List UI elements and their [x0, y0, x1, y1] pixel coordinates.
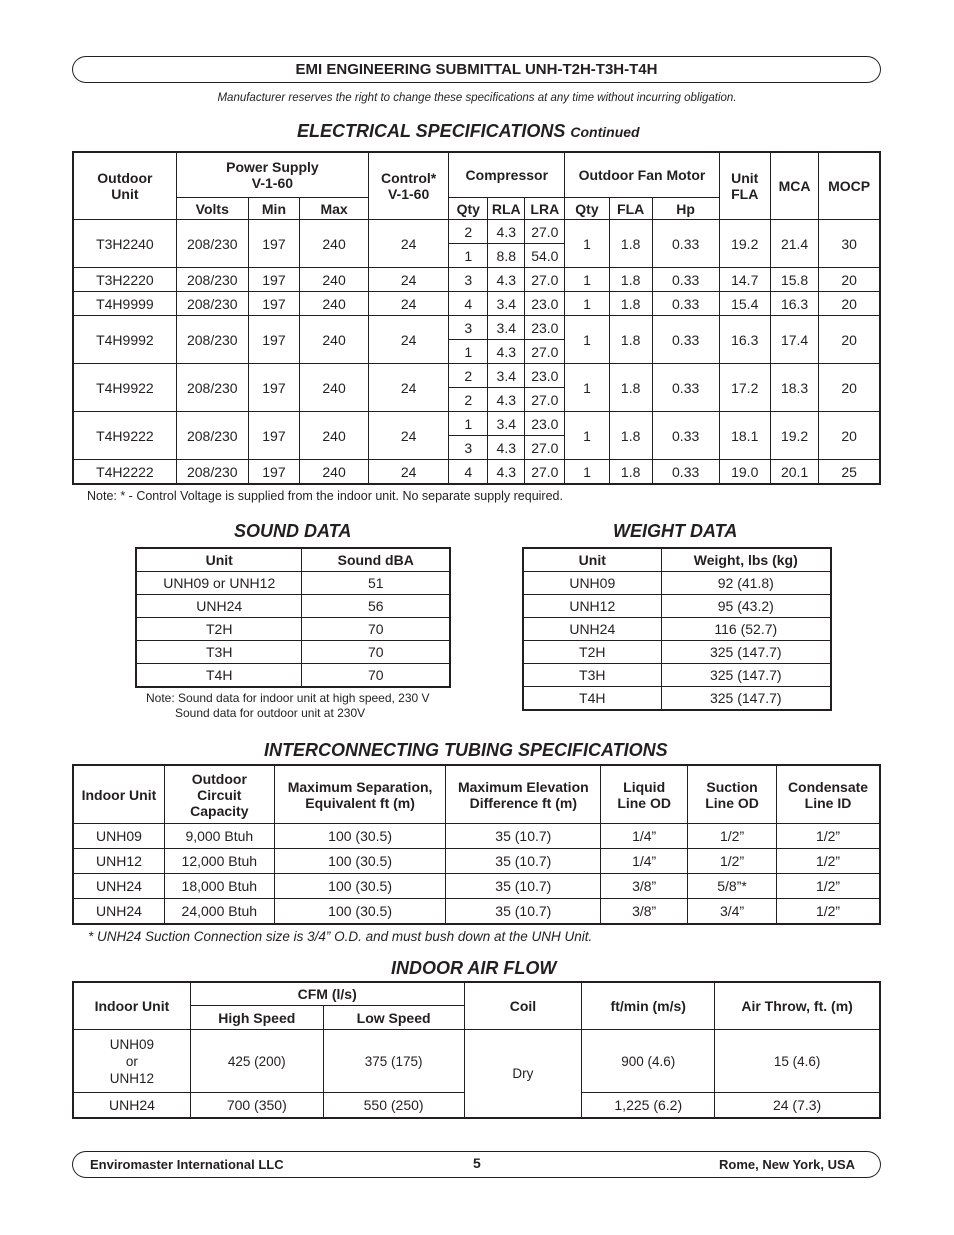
tubing-outdoor-capacity-cell: 24,000 Btuh	[164, 899, 274, 924]
airflow-low-cell: 550 (250)	[323, 1093, 464, 1118]
airflow-col-ftmin: ft/min (m/s)	[582, 983, 715, 1030]
fan-qty-cell: 1	[565, 292, 609, 316]
electrical-row	[74, 412, 880, 436]
comp-lra-cell: 23.0	[525, 412, 565, 436]
comp-qty-cell: 1	[449, 244, 488, 268]
tubing-max-separation-cell: 100 (30.5)	[274, 874, 446, 899]
tubing-max-elevation-cell: 35 (10.7)	[446, 824, 601, 849]
tubing-max-separation-cell: 100 (30.5)	[274, 899, 446, 924]
mca-cell: 16.3	[770, 292, 818, 316]
col-mocp: MOCP	[819, 153, 880, 220]
weight-row	[524, 618, 831, 641]
min-cell: 197	[248, 316, 299, 364]
col-power-supply: Power Supply V-1-60	[176, 153, 368, 198]
document-title: EMI ENGINEERING SUBMITTAL UNH-T2H-T3H-T4H	[295, 61, 658, 78]
airflow-unit-a: UNH09	[109, 1036, 155, 1052]
sound-table	[136, 548, 450, 687]
airflow-col-unit: Indoor Unit	[74, 983, 191, 1030]
control-cell: 24	[369, 316, 449, 364]
max-cell: 240	[300, 268, 369, 292]
weight-unit-cell: UNH24	[524, 618, 662, 641]
col-fan-motor: Outdoor Fan Motor	[565, 153, 719, 198]
tubing-condensate-line-cell: 1/2”	[777, 874, 880, 899]
outdoor-unit-cell: T3H2240	[74, 220, 177, 268]
tubing-suction-line-cell: 5/8”*	[688, 874, 777, 899]
page-number: 5	[473, 1155, 481, 1171]
electrical-row	[74, 316, 880, 340]
col-outdoor-unit: Outdoor Unit	[74, 153, 177, 220]
airflow-high-cell: 425 (200)	[190, 1030, 323, 1093]
electrical-title-suffix: Continued	[570, 124, 640, 140]
fan-fla-cell: 1.8	[609, 364, 652, 412]
electrical-row	[74, 220, 880, 244]
control-cell: 24	[369, 412, 449, 460]
fan-qty-cell: 1	[565, 220, 609, 268]
comp-lra-cell: 54.0	[525, 244, 565, 268]
electrical-table	[73, 152, 880, 484]
min-cell: 197	[248, 220, 299, 268]
sound-row	[137, 572, 450, 595]
weight-table-body	[524, 572, 831, 710]
electrical-row	[74, 364, 880, 388]
comp-qty-cell: 3	[449, 316, 488, 340]
fan-hp-cell: 0.33	[652, 220, 719, 268]
tubing-col-suction-line: Suction Line OD	[688, 766, 777, 824]
sound-col-unit: Unit	[137, 549, 302, 572]
sound-value-cell: 70	[302, 664, 450, 687]
volts-cell: 208/230	[176, 268, 248, 292]
tubing-col-outdoor-capacity: Outdoor Circuit Capacity	[164, 766, 274, 824]
weight-col-unit: Unit	[524, 549, 662, 572]
weight-value-cell: 325 (147.7)	[661, 664, 830, 687]
sound-value-cell: 51	[302, 572, 450, 595]
mca-cell: 19.2	[770, 412, 818, 460]
fan-fla-cell: 1.8	[609, 316, 652, 364]
tubing-liquid-line-cell: 1/4”	[601, 849, 688, 874]
mca-cell: 20.1	[770, 460, 818, 484]
unit-fla-cell: 14.7	[719, 268, 770, 292]
comp-rla-cell: 3.4	[488, 412, 525, 436]
airflow-unit-c: UNH12	[109, 1070, 155, 1086]
airflow-throw-cell: 24 (7.3)	[715, 1093, 880, 1118]
footer-location: Rome, New York, USA	[719, 1157, 856, 1172]
tubing-condensate-line-cell: 1/2”	[777, 824, 880, 849]
tubing-outdoor-capacity-cell: 9,000 Btuh	[164, 824, 274, 849]
volts-cell: 208/230	[176, 316, 248, 364]
max-cell: 240	[300, 220, 369, 268]
unit-fla-cell: 16.3	[719, 316, 770, 364]
outdoor-unit-cell: T4H2222	[74, 460, 177, 484]
sound-value-cell: 70	[302, 618, 450, 641]
sound-unit-cell: T4H	[137, 664, 302, 687]
tubing-indoor-unit-cell: UNH12	[74, 849, 165, 874]
col-lra: LRA	[525, 198, 565, 220]
mocp-cell: 20	[819, 364, 880, 412]
col-min: Min	[248, 198, 299, 220]
col-max: Max	[300, 198, 369, 220]
col-fla: FLA	[609, 198, 652, 220]
max-cell: 240	[300, 316, 369, 364]
mca-cell: 15.8	[770, 268, 818, 292]
weight-unit-cell: UNH12	[524, 595, 662, 618]
fan-hp-cell: 0.33	[652, 268, 719, 292]
airflow-unit-cell	[74, 1030, 191, 1093]
sound-unit-cell: T3H	[137, 641, 302, 664]
tubing-note: * UNH24 Suction Connection size is 3/4” O.D. and must bush down at the UNH Unit.	[88, 929, 593, 944]
min-cell: 197	[248, 460, 299, 484]
comp-rla-cell: 4.3	[488, 220, 525, 244]
tubing-indoor-unit-cell: UNH24	[74, 874, 165, 899]
tubing-condensate-line-cell: 1/2”	[777, 899, 880, 924]
sound-row	[137, 595, 450, 618]
mocp-cell: 20	[819, 268, 880, 292]
tubing-table	[73, 765, 880, 924]
weight-unit-cell: T3H	[524, 664, 662, 687]
col-hp: Hp	[652, 198, 719, 220]
fan-hp-cell: 0.33	[652, 364, 719, 412]
weight-unit-cell: T4H	[524, 687, 662, 710]
comp-rla-cell: 4.3	[488, 460, 525, 484]
weight-title: WEIGHT DATA	[613, 521, 738, 541]
weight-col-weight: Weight, lbs (kg)	[661, 549, 830, 572]
mca-cell: 21.4	[770, 220, 818, 268]
sound-value-cell: 70	[302, 641, 450, 664]
weight-unit-cell: UNH09	[524, 572, 662, 595]
fan-qty-cell: 1	[565, 460, 609, 484]
electrical-note: Note: * - Control Voltage is supplied from the indoor unit. No separate supply required.	[87, 489, 563, 503]
airflow-table	[73, 982, 880, 1118]
fan-fla-cell: 1.8	[609, 220, 652, 268]
comp-rla-cell: 3.4	[488, 316, 525, 340]
weight-value-cell: 325 (147.7)	[661, 687, 830, 710]
electrical-title: ELECTRICAL SPECIFICATIONS Continued	[297, 121, 640, 141]
tubing-max-elevation-cell: 35 (10.7)	[446, 849, 601, 874]
weight-value-cell: 92 (41.8)	[661, 572, 830, 595]
unit-fla-cell: 19.2	[719, 220, 770, 268]
comp-lra-cell: 27.0	[525, 268, 565, 292]
volts-cell: 208/230	[176, 412, 248, 460]
mocp-cell: 25	[819, 460, 880, 484]
tubing-col-condensate-line: Condensate Line ID	[777, 766, 880, 824]
control-cell: 24	[369, 220, 449, 268]
volts-cell: 208/230	[176, 292, 248, 316]
tubing-liquid-line-cell: 3/8”	[601, 899, 688, 924]
col-fan-qty: Qty	[565, 198, 609, 220]
sound-col-dba: Sound dBA	[302, 549, 450, 572]
fan-qty-cell: 1	[565, 316, 609, 364]
unit-fla-cell: 19.0	[719, 460, 770, 484]
control-cell: 24	[369, 292, 449, 316]
mca-cell: 17.4	[770, 316, 818, 364]
min-cell: 197	[248, 412, 299, 460]
sound-value-cell: 56	[302, 595, 450, 618]
col-mca: MCA	[770, 153, 818, 220]
fan-fla-cell: 1.8	[609, 412, 652, 460]
mocp-cell: 20	[819, 412, 880, 460]
airflow-ftmin-cell: 1,225 (6.2)	[582, 1093, 715, 1118]
comp-rla-cell: 4.3	[488, 388, 525, 412]
tubing-max-separation-cell: 100 (30.5)	[274, 849, 446, 874]
control-cell: 24	[369, 364, 449, 412]
comp-lra-cell: 23.0	[525, 316, 565, 340]
airflow-high-cell: 700 (350)	[190, 1093, 323, 1118]
tubing-row	[74, 874, 880, 899]
sound-row	[137, 641, 450, 664]
min-cell: 197	[248, 364, 299, 412]
control-cell: 24	[369, 460, 449, 484]
sound-unit-cell: UNH24	[137, 595, 302, 618]
comp-qty-cell: 1	[449, 340, 488, 364]
comp-lra-cell: 27.0	[525, 388, 565, 412]
mocp-cell: 30	[819, 220, 880, 268]
max-cell: 240	[300, 364, 369, 412]
tubing-title: INTERCONNECTING TUBING SPECIFICATIONS	[264, 740, 668, 760]
comp-lra-cell: 27.0	[525, 340, 565, 364]
outdoor-unit-cell: T4H9922	[74, 364, 177, 412]
weight-value-cell: 116 (52.7)	[661, 618, 830, 641]
weight-value-cell: 325 (147.7)	[661, 641, 830, 664]
max-cell: 240	[300, 292, 369, 316]
weight-unit-cell: T2H	[524, 641, 662, 664]
outdoor-unit-cell: T4H9222	[74, 412, 177, 460]
airflow-row	[74, 1030, 880, 1093]
airflow-col-cfm: CFM (l/s)	[190, 983, 464, 1006]
outdoor-unit-cell: T3H2220	[74, 268, 177, 292]
sound-note-line2: Sound data for outdoor unit at 230V	[175, 706, 366, 720]
airflow-col-low: Low Speed	[323, 1006, 464, 1030]
sound-unit-cell: UNH09 or UNH12	[137, 572, 302, 595]
fan-hp-cell: 0.33	[652, 412, 719, 460]
electrical-row	[74, 292, 880, 316]
tubing-suction-line-cell: 1/2”	[688, 849, 777, 874]
tubing-indoor-unit-cell: UNH24	[74, 899, 165, 924]
tubing-row	[74, 849, 880, 874]
volts-cell: 208/230	[176, 460, 248, 484]
unit-fla-cell: 15.4	[719, 292, 770, 316]
footer-company: Enviromaster International LLC	[90, 1157, 284, 1172]
tubing-suction-line-cell: 3/4”	[688, 899, 777, 924]
comp-rla-cell: 4.3	[488, 340, 525, 364]
comp-qty-cell: 2	[449, 388, 488, 412]
sound-row	[137, 618, 450, 641]
volts-cell: 208/230	[176, 220, 248, 268]
control-cell: 24	[369, 268, 449, 292]
comp-rla-cell: 8.8	[488, 244, 525, 268]
comp-rla-cell: 3.4	[488, 364, 525, 388]
airflow-low-cell: 375 (175)	[323, 1030, 464, 1093]
min-cell: 197	[248, 268, 299, 292]
sound-title: SOUND DATA	[234, 521, 352, 541]
electrical-table-body	[74, 220, 880, 484]
airflow-title: INDOOR AIR FLOW	[391, 958, 557, 978]
col-control: Control* V-1-60	[369, 153, 449, 220]
tubing-indoor-unit-cell: UNH09	[74, 824, 165, 849]
max-cell: 240	[300, 460, 369, 484]
weight-row	[524, 572, 831, 595]
tubing-max-elevation-cell: 35 (10.7)	[446, 874, 601, 899]
tubing-liquid-line-cell: 3/8”	[601, 874, 688, 899]
weight-row	[524, 664, 831, 687]
airflow-unit-cell: UNH24	[74, 1093, 191, 1118]
tubing-row	[74, 824, 880, 849]
tubing-condensate-line-cell: 1/2”	[777, 849, 880, 874]
comp-lra-cell: 27.0	[525, 460, 565, 484]
comp-lra-cell: 27.0	[525, 220, 565, 244]
max-cell: 240	[300, 412, 369, 460]
comp-lra-cell: 23.0	[525, 364, 565, 388]
fan-qty-cell: 1	[565, 268, 609, 292]
airflow-ftmin-cell: 900 (4.6)	[582, 1030, 715, 1093]
fan-fla-cell: 1.8	[609, 268, 652, 292]
comp-lra-cell: 23.0	[525, 292, 565, 316]
tubing-col-indoor-unit: Indoor Unit	[74, 766, 165, 824]
comp-lra-cell: 27.0	[525, 436, 565, 460]
fan-hp-cell: 0.33	[652, 292, 719, 316]
weight-row	[524, 641, 831, 664]
tubing-max-elevation-cell: 35 (10.7)	[446, 899, 601, 924]
airflow-coil-cell: Dry	[464, 1030, 582, 1118]
electrical-row	[74, 268, 880, 292]
tubing-outdoor-capacity-cell: 12,000 Btuh	[164, 849, 274, 874]
mca-cell: 18.3	[770, 364, 818, 412]
disclaimer: Manufacturer reserves the right to change these specifications at any time without incurring obligation.	[217, 92, 737, 104]
volts-cell: 208/230	[176, 364, 248, 412]
fan-hp-cell: 0.33	[652, 316, 719, 364]
sound-row	[137, 664, 450, 687]
fan-fla-cell: 1.8	[609, 460, 652, 484]
tubing-max-separation-cell: 100 (30.5)	[274, 824, 446, 849]
tubing-header-row	[74, 766, 880, 824]
comp-rla-cell: 3.4	[488, 292, 525, 316]
sound-note-line1: Note: Sound data for indoor unit at high speed, 230 V	[146, 691, 430, 705]
col-rla: RLA	[488, 198, 525, 220]
sound-table-body	[137, 572, 450, 687]
airflow-unit-b: or	[125, 1053, 138, 1069]
airflow-col-high: High Speed	[190, 1006, 323, 1030]
tubing-col-max-separation: Maximum Separation, Equivalent ft (m)	[274, 766, 446, 824]
comp-qty-cell: 2	[449, 220, 488, 244]
tubing-outdoor-capacity-cell: 18,000 Btuh	[164, 874, 274, 899]
tubing-col-liquid-line: Liquid Line OD	[601, 766, 688, 824]
comp-qty-cell: 3	[449, 268, 488, 292]
tubing-liquid-line-cell: 1/4”	[601, 824, 688, 849]
mocp-cell: 20	[819, 292, 880, 316]
unit-fla-cell: 18.1	[719, 412, 770, 460]
col-compressor: Compressor	[449, 153, 565, 198]
mocp-cell: 20	[819, 316, 880, 364]
col-unit-fla: Unit FLA	[719, 153, 770, 220]
comp-qty-cell: 4	[449, 460, 488, 484]
airflow-col-coil: Coil	[464, 983, 582, 1030]
outdoor-unit-cell: T4H9992	[74, 316, 177, 364]
unit-fla-cell: 17.2	[719, 364, 770, 412]
fan-qty-cell: 1	[565, 364, 609, 412]
airflow-throw-cell: 15 (4.6)	[715, 1030, 880, 1093]
comp-qty-cell: 1	[449, 412, 488, 436]
fan-qty-cell: 1	[565, 412, 609, 460]
comp-qty-cell: 4	[449, 292, 488, 316]
fan-fla-cell: 1.8	[609, 292, 652, 316]
airflow-col-throw: Air Throw, ft. (m)	[715, 983, 880, 1030]
tubing-row	[74, 899, 880, 924]
comp-rla-cell: 4.3	[488, 436, 525, 460]
comp-rla-cell: 4.3	[488, 268, 525, 292]
weight-row	[524, 595, 831, 618]
weight-value-cell: 95 (43.2)	[661, 595, 830, 618]
tubing-col-max-elevation: Maximum Elevation Difference ft (m)	[446, 766, 601, 824]
weight-row	[524, 687, 831, 710]
comp-qty-cell: 2	[449, 364, 488, 388]
weight-table	[523, 548, 831, 710]
electrical-row	[74, 460, 880, 484]
min-cell: 197	[248, 292, 299, 316]
comp-qty-cell: 3	[449, 436, 488, 460]
fan-hp-cell: 0.33	[652, 460, 719, 484]
tubing-table-body	[74, 824, 880, 924]
sound-unit-cell: T2H	[137, 618, 302, 641]
col-volts: Volts	[176, 198, 248, 220]
outdoor-unit-cell: T4H9999	[74, 292, 177, 316]
col-qty: Qty	[449, 198, 488, 220]
tubing-suction-line-cell: 1/2”	[688, 824, 777, 849]
